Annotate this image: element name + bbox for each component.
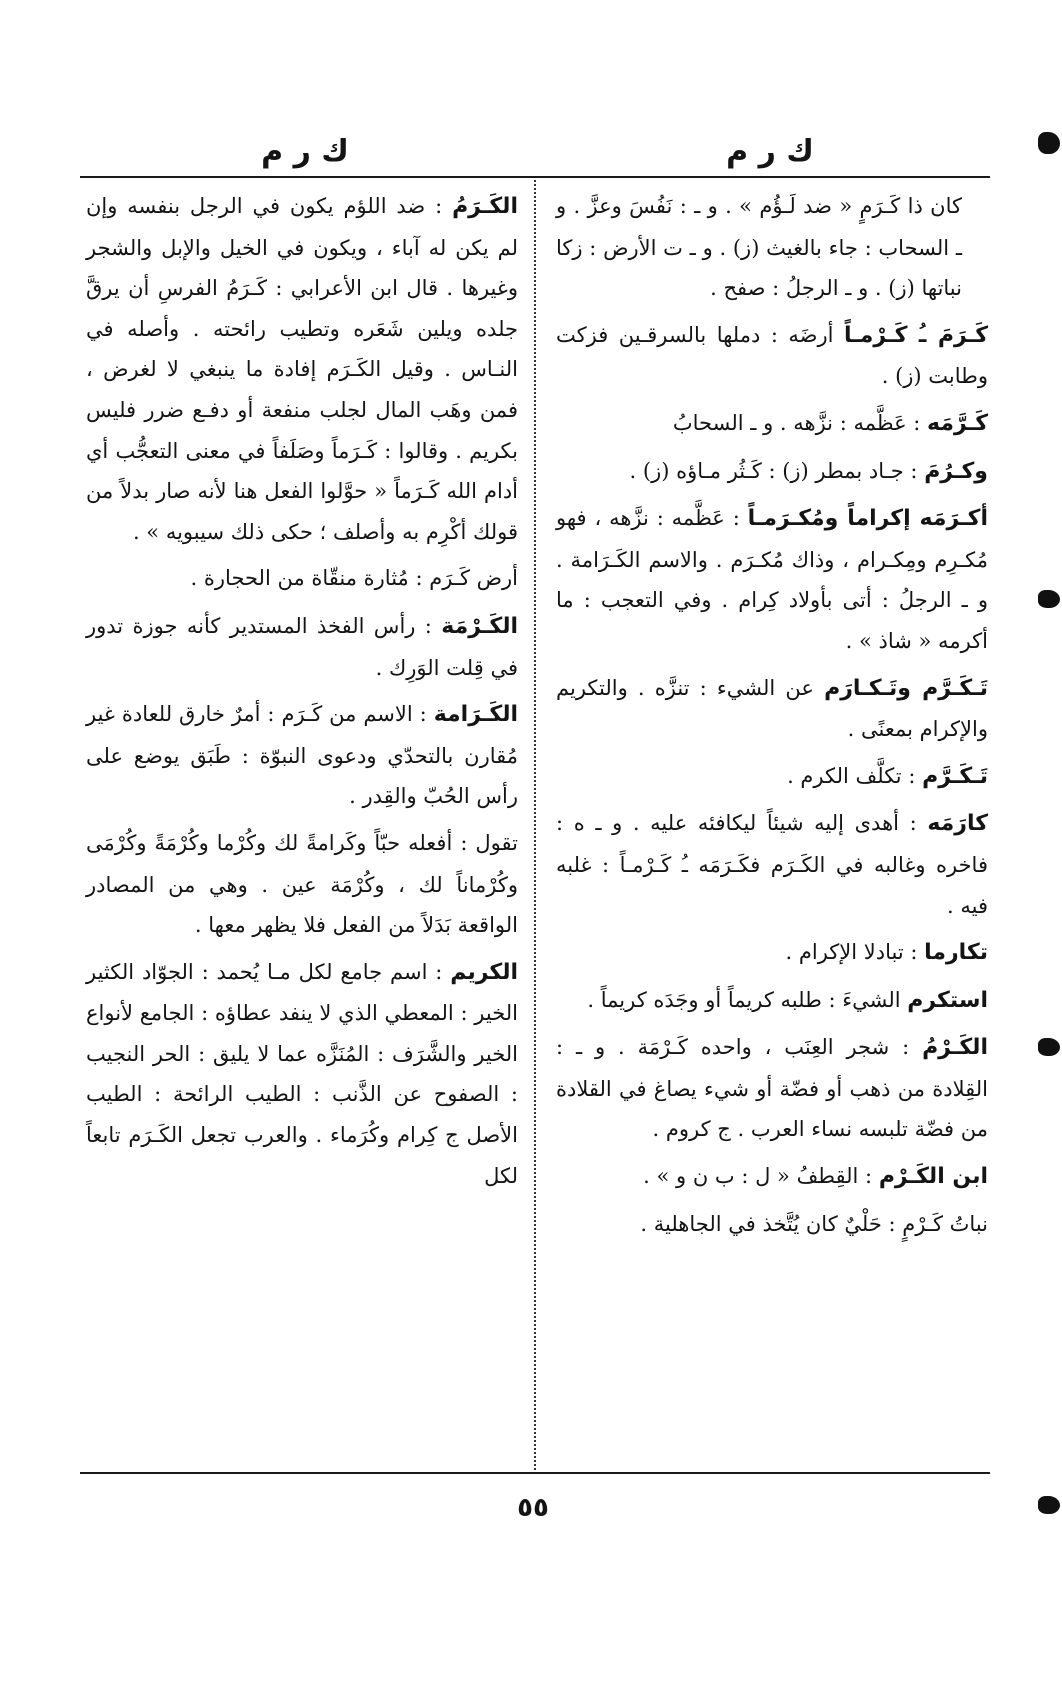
entry-headword: كَـرَّمَه [927, 410, 988, 436]
entry-definition: أرضَه : دملها بالسرقـين فزكت وطابت (ز) . [556, 322, 988, 389]
entry-definition: كان ذا كَـرَمٍ « ضد لَـؤُم » . و ـ : نَفُسَ وعزَّ . و ـ السحاب : جاء بالغيث (ز) . و ـ ت الأرض : زكا نباتها (ز) . و ـ الرجلُ : صفح . [556, 194, 962, 301]
bottom-rule [80, 1472, 990, 1474]
entry-headword: ابن الكَـرْم [878, 1164, 988, 1190]
dictionary-entry [556, 932, 988, 974]
entry-headword: الكَـرْمَة [441, 613, 518, 639]
dictionary-entry [556, 756, 988, 798]
entry-definition: عن الشيء : تنزَّه . والتكريم والإكرام بمعنًى . [556, 675, 988, 742]
dictionary-entry [86, 606, 518, 688]
entry-definition: : تكلَّف الكرم . [787, 763, 923, 788]
entry-definition: : القِطفُ « ل : ب ن و » . [643, 1164, 879, 1189]
entry-definition: : جـاد بمطر (ز) : كَـثُر مـاؤه (ز) . [629, 458, 925, 483]
scan-edge-mark [1038, 1496, 1060, 1514]
entry-headword: الكَـرَمُ [452, 194, 518, 219]
entry-headword: تَـكَـرَّم وتَـكـارَم [824, 675, 988, 701]
dictionary-entry [556, 668, 988, 750]
entry-definition: أرض كَـرَم : مُثارة منقّاة من الحجارة . [190, 566, 518, 591]
dictionary-entry [556, 451, 988, 493]
entry-definition: : اسم جامع لكل مـا يُحمد : الجوّاد الكثير الخير : المعطي الذي لا ينفد عطاؤه : الجامع لأنواع الخير والشَّرَف : المُنَزَّه عما لا يليق : الحر النجيب : الصفوح عن الذَّنب : الطيب الرائحة : الطيب الأصل ج كِرام وكُرَماء . والعرب تجعل الكَـرَم تابعاً لكل [86, 959, 518, 1188]
entry-headword: الكريم [450, 959, 518, 985]
header-root-right: ك ر م [726, 134, 814, 169]
entry-headword: الكَـرَامة [433, 702, 518, 728]
entry-definition: : أهدى إليه شيئاً ليكافئه عليه . و ـ ه : فاخره وغالبه في الكَـرَم فكَـرَمَه ـُ كَـرْمـاً : غلبه فيه . [556, 811, 988, 918]
dictionary-entry [556, 186, 988, 309]
entry-definition: : عَظَّمه : نزَّهه . و ـ السحابُ [672, 410, 928, 435]
entry-headword: استكرم [907, 987, 988, 1013]
entry-definition: : الاسم من كَـرَم : أمرٌ خارق للعادة غير مُقارن بالتحدّي ودعوى النبوّة : طَبَق يوضع على رأس الحُبّ والقِدر . [86, 702, 518, 809]
entry-headword: كَـرَمَ ـُ كَـرْمـاً [843, 322, 988, 348]
entry-headword: أكـرَمَه إكراماً ومُكـرَمـاً [747, 506, 988, 532]
dictionary-entry [556, 980, 988, 1022]
dictionary-entry [556, 403, 988, 445]
page-number: ٥٥ [517, 1493, 549, 1523]
scan-edge-mark [1038, 132, 1060, 154]
scan-edge-mark [1038, 1038, 1060, 1056]
entry-definition: الشيءَ : طلبه كريماً أو وجَدَه كريماً . [587, 987, 908, 1012]
scan-edge-mark [1038, 590, 1060, 608]
entry-definition: نباتُ كَـرْمٍ : حَلْيٌ كان يُتَّخذ في الجاهلية . [640, 1211, 988, 1236]
dictionary-entry [556, 315, 988, 397]
column-divider [534, 180, 536, 1470]
entry-definition: : عَظَّمه : نزَّهه ، فهو مُكـرِم ومِكـرام ، وذاك مُكـرَم . والاسم الكَـرَامة . و ـ الرجلُ : أتى بأولاد كِرام . وفي التعجب : ما أكرمه « شاذ » . [556, 506, 988, 653]
dictionary-entry [86, 186, 518, 552]
entry-definition: : ضد اللؤم يكون في الرجل بنفسه وإن لم يكن له آباء ، ويكون في الخيل والإبل والشجر وغيرها . قال ابن الأعرابي : كَـرَمُ الفرسِ أن يرقَّ جلده ويلين شَعَره وتطيب رائحته . وأصله في النـاس . وقيل الكَـرَم إفادة ما ينبغي لا لغرض ، فمن وهَب المال لجلب منفعة أو دفـع ضرر فليس بكريم . وقالوا : كَـرَماً وصَلَفاً في معنى التعجُّب أي أدام الله كَـرَماً « حوَّلوا الفعل هنا لأنه صار بدلاً من قولك أكْرِم به وأصلف ؛ حكى ذلك سيبويه » . [86, 194, 518, 544]
dictionary-entry [556, 1204, 988, 1246]
dictionary-entry [556, 803, 988, 926]
entry-definition: : شجر العِنَب ، واحده كَـرْمَة . و ـ : القِلادة من ذهب أو فضّة أو شيء يصاغ في القلادة من فضّة تلبسه نساء العرب . ج كروم . [556, 1035, 988, 1142]
page-header [80, 118, 990, 178]
right-column [556, 186, 988, 1251]
dictionary-entry [86, 952, 518, 1197]
dictionary-entry [556, 498, 988, 661]
dictionary-entry [86, 558, 518, 600]
header-root-left: ك ر م [261, 134, 349, 169]
entry-definition: : رأس الفخذ المستدير كأنه جوزة تدور في قِلت الوَرِك . [86, 613, 518, 680]
entry-headword: الكَـرْمُ [922, 1035, 988, 1061]
dictionary-entry [86, 823, 518, 946]
entry-definition: : تبادلا الإكرام . [785, 940, 925, 965]
entry-headword: تكارما [924, 940, 988, 966]
entry-headword: كارَمَه [927, 811, 988, 837]
dictionary-entry [556, 1156, 988, 1198]
entry-definition: تقول : أفعله حبّاً وكَرامةً لك وكُرْما وكُرْمَةً وكُرْمَى وكُرْماناً لك ، وكُرْمَة عين . وهي من المصادر الواقعة بَدَلاً من الفعل فلا يظهر معها . [86, 830, 518, 938]
dictionary-entry [86, 694, 518, 817]
dictionary-entry [556, 1027, 988, 1150]
left-column [86, 186, 518, 1202]
entry-headword: تَـكَـرَّم [922, 763, 988, 789]
top-rule [80, 176, 990, 178]
entry-headword: وكـرُمَ [924, 458, 988, 484]
